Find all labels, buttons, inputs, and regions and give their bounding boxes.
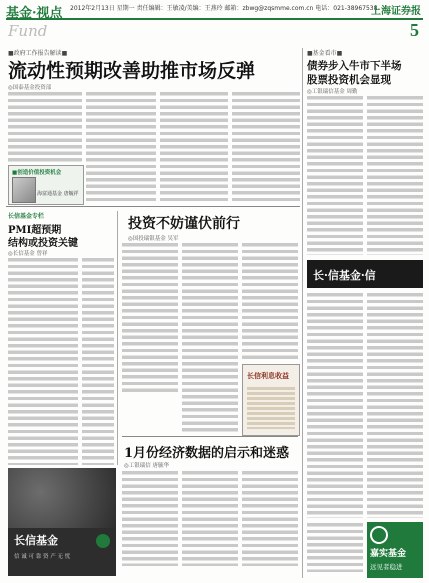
left-headline-1: PMI超预期: [8, 225, 62, 236]
right-byline: ◎工银瑞信基金 周勤: [307, 89, 358, 95]
right-text-col-1: [307, 95, 363, 255]
harvest-logo-icon: [370, 526, 388, 544]
lead-byline: ◎国泰基金投资部: [8, 85, 52, 91]
lead-text-col-4: [232, 91, 300, 203]
middle-text-col-2: [182, 242, 238, 432]
right-column-divider: [302, 48, 303, 578]
section-brand: 基金·视点: [6, 6, 63, 21]
lead-text-col-2: [86, 91, 156, 203]
left-text-col-1: [8, 257, 78, 465]
inset-photo: [12, 177, 36, 203]
right-text-col-4: [367, 292, 423, 518]
middle-headline: 投资不妨谨伏前行: [128, 216, 240, 232]
middle-ad: [242, 364, 300, 436]
bottom-text-col-2: [182, 470, 238, 566]
right-headline-2: 股票投资机会显现: [307, 74, 391, 86]
harvest-ad: [367, 522, 423, 578]
right-kicker: ■基金看市■: [307, 50, 343, 57]
changxin-ad: [8, 468, 116, 576]
bottom-text-col-1: [122, 470, 178, 566]
left-byline: ◎长信基金 曾祥: [8, 251, 48, 257]
bottom-headline: 1月份经济数据的启示和迷惑: [124, 446, 290, 461]
right-banner-ad: [307, 260, 423, 288]
left-text-col-2: [82, 257, 114, 465]
harvest-ad-brand: 嘉实基金: [370, 549, 407, 559]
middle-bottom-rule: [122, 436, 298, 437]
issue-date: 2012年2月13日 星期一: [70, 5, 135, 12]
column-divider: [117, 211, 118, 465]
lead-headline: 流动性预期改善助推市场反弹: [8, 60, 256, 82]
middle-text-col-1: [122, 242, 178, 392]
middle-text-col-3: [242, 242, 298, 362]
bottom-text-col-3: [242, 470, 298, 566]
right-banner-brand: 长·信基金·信: [313, 269, 376, 282]
lead-inset-box: [8, 165, 84, 205]
right-text-col-2: [367, 95, 423, 255]
inset-title: ■创造价值投资机会: [12, 170, 62, 176]
right-text-col-3: [307, 292, 363, 518]
dateline: [70, 3, 377, 12]
masthead: 上海证券报: [371, 6, 421, 17]
middle-ad-body: [247, 385, 295, 429]
left-kicker: 长信基金专栏: [8, 213, 45, 220]
middle-byline: ◎国投瑞银基金 吴军: [128, 236, 179, 242]
right-headline-1: 债券步入牛市下半场: [307, 60, 402, 72]
changxin-logo-icon: [96, 534, 110, 548]
bottom-byline: ◎工银瑞信 唐毓华: [124, 463, 170, 469]
lead-text-col-1: [8, 91, 82, 163]
left-headline-2: 结构或投资关键: [8, 238, 78, 249]
inset-label: 海富通基金 唐毓祥: [37, 191, 79, 197]
harvest-ad-slogan: 远见者稳进: [370, 563, 403, 571]
right-text-col-5: [307, 522, 363, 572]
editor-info: 责任编辑：王敏凌/美编：王燕玲 邮箱：zbwg@zqsmme.com.cn 电话：021-38967538: [136, 5, 378, 12]
lead-kicker: ■政府工作报告解读■: [8, 50, 68, 57]
lead-text-col-3: [160, 91, 228, 203]
changxin-ad-slogan: 信 诚 可 靠 资 产 无 忧: [14, 554, 71, 560]
lead-bottom-rule: [6, 206, 300, 207]
section-english: Fund: [8, 22, 48, 40]
changxin-ad-brand: 长信基金: [14, 534, 58, 547]
middle-ad-text: 长信利息收益: [247, 372, 289, 380]
page-number: 5: [410, 20, 419, 40]
changxin-ad-image: [8, 468, 116, 528]
